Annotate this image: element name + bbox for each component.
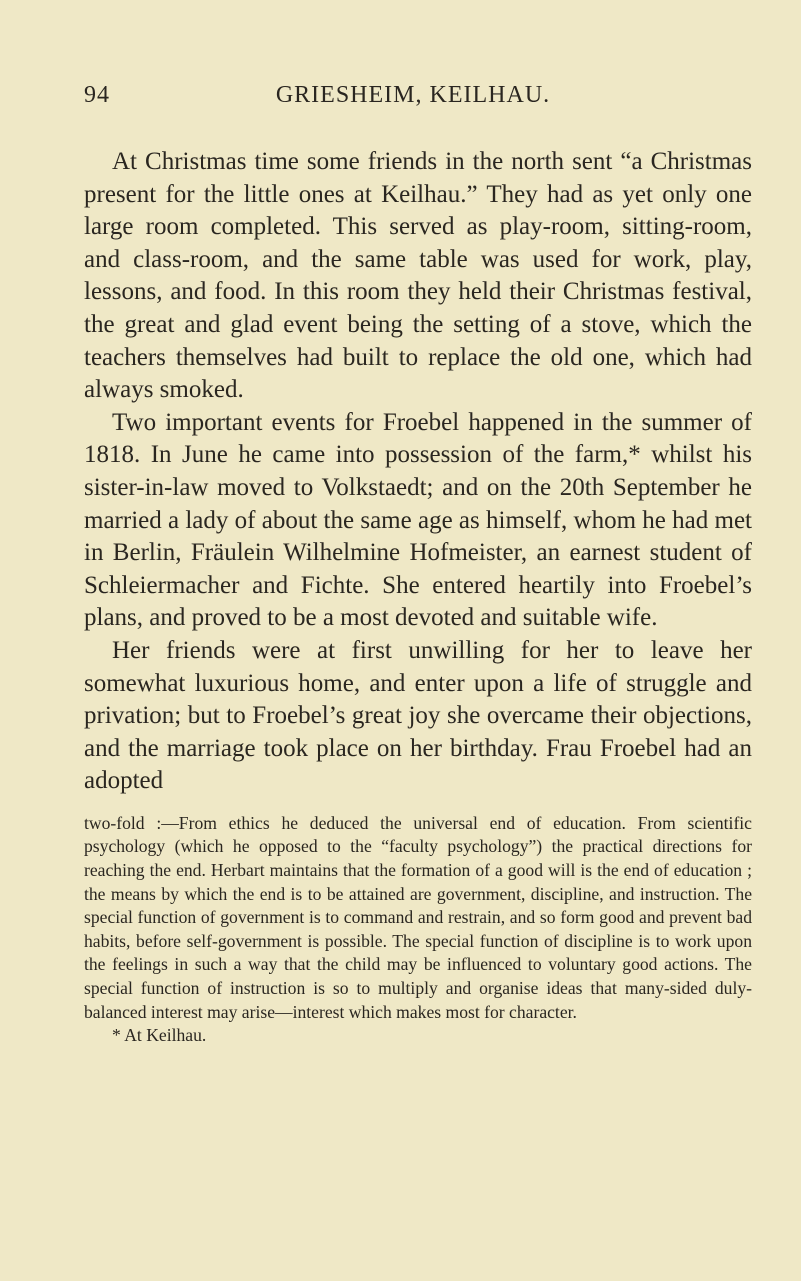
footnote-star: * At Keilhau. <box>112 1025 207 1046</box>
footnote-continued: two-fold :—From ethics he deduced the universal end of education. From scientific psychology (which he opposed to the “faculty psychology”) the practical directions for reaching the end. Herbart maintains that the formation of a good will is the end of education ; the means by which the end is to be attained are government, discipline, and instruction. The special function of government is to command and restrain, and so form good and prevent bad habits, before self-government is possible. The special function of discipline is to work upon the feelings in such a way that the child may be influenced to voluntary good actions. The special function of instruction is so to multiply and organise ideas that many-sided duly-balanced interest may arise—interest which makes most for character. <box>84 812 752 1022</box>
paragraph: Two important events for Froebel happened in the summer of 1818. In June he came into possession of the farm,* whilst his sister-in-law moved to Volkstaedt; and on the 20th September he married a lady of about the same age as himself, whom he had met in Berlin, Fräulein Wilhelmine Hofmeister, an earnest student of Schleiermacher and Fichte. She entered heartily into Froebel’s plans, and proved to be a most devoted and suitable wife. <box>84 408 752 632</box>
running-title: GRIESHEIM, KEILHAU. <box>275 82 551 108</box>
paragraph: At Christmas time some friends in the north sent “a Christmas present for the little ones at Keilhau.” They had as yet only one large room completed. This served as play-room, sitting-room, and class-room, and the same table was used for work, play, lessons, and food. In this room they held their Christmas festival, the great and glad event being the setting of a stove, which the teachers themselves had built to replace the old one, which had always smoked. <box>84 148 752 404</box>
book-page <box>48 82 752 1048</box>
page-header <box>48 82 738 122</box>
page-number: 94 <box>84 82 110 108</box>
footnotes <box>48 812 752 1048</box>
paragraph: Her friends were at first unwilling for her to leave her somewhat luxurious home, and enter upon a life of struggle and privation; but to Froebel’s great joy she overcame their objections, and the marriage took place on her birthday. Frau Froebel had an adopted <box>84 636 752 795</box>
main-text <box>48 146 752 798</box>
